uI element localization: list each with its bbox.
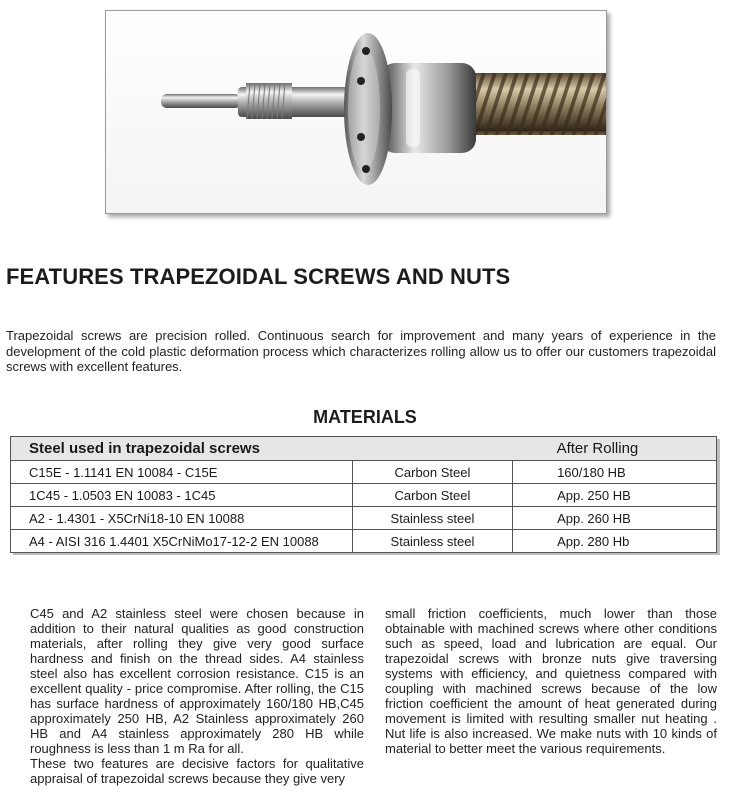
after-rolling-header: After Rolling [513, 437, 717, 461]
steel-name: A2 - 1.4301 - X5CrNi18-10 EN 10088 [11, 507, 353, 530]
steel-column-header: Steel used in trapezoidal screws [11, 437, 513, 461]
steel-type: Stainless steel [352, 530, 512, 553]
product-photo [105, 10, 607, 214]
steel-name: 1C45 - 1.0503 EN 10083 - 1C45 [11, 484, 353, 507]
body-column-left [30, 606, 364, 786]
steel-type: Carbon Steel [352, 461, 512, 484]
hardness-value: App. 280 Hb [513, 530, 717, 553]
steel-name: C15E - 1.1141 EN 10084 - C15E [11, 461, 353, 484]
trapezoidal-screw-illustration [106, 11, 606, 213]
steel-name: A4 - AISI 316 1.4401 X5CrNiMo17-12-2 EN 10088 [11, 530, 353, 553]
body-column-right [385, 606, 717, 756]
hardness-value: App. 260 HB [513, 507, 717, 530]
table-row [11, 484, 717, 507]
body-paragraph: C45 and A2 stainless steel were chosen because in addition to their natural qualities as good construction materials, after rolling they give very good surface hardness and finish on the thread sides. A4 stainless steel also has excellent corrosion resistance. C15 is an excellent quality - price compromise. After rolling, the C15 has surface hardness of approximately 160/180 HB,C45 approximately 250 HB, A2 Stainless approximately 260 HB and A4 stainless approximately 280 HB while roughness is less than 1 m Ra for all. [30, 606, 364, 756]
table-row [11, 461, 717, 484]
intro-paragraph: Trapezoidal screws are precision rolled. Continuous search for improvement and many years of experience in the development of the cold plastic deformation process which characterizes rolling allow us to offer our customers trapezoidal screws with excellent features. [6, 328, 716, 374]
table-header-row [11, 437, 717, 461]
materials-table [10, 436, 717, 553]
steel-type: Carbon Steel [352, 484, 512, 507]
steel-type: Stainless steel [352, 507, 512, 530]
materials-heading: MATERIALS [313, 407, 417, 427]
body-paragraph: These two features are decisive factors for qualitative appraisal of trapezoidal screws because they give very [30, 756, 364, 786]
page-title: FEATURES TRAPEZOIDAL SCREWS AND NUTS [6, 264, 511, 289]
body-paragraph: small friction coefficients, much lower than those obtainable with machined screws where other conditions such as speed, load and lubrication are equal. Our trapezoidal screws with bronze nuts give traversing systems with efficiency, and quietness compared with coupling with machined screws because of the low friction coefficient the amount of heat generated during movement is limited with resulting smaller nut heating . Nut life is also increased. We make nuts with 10 kinds of material to better meet the various requirements. [385, 606, 717, 756]
table-row [11, 530, 717, 553]
hardness-value: App. 250 HB [513, 484, 717, 507]
table-row [11, 507, 717, 530]
hardness-value: 160/180 HB [513, 461, 717, 484]
